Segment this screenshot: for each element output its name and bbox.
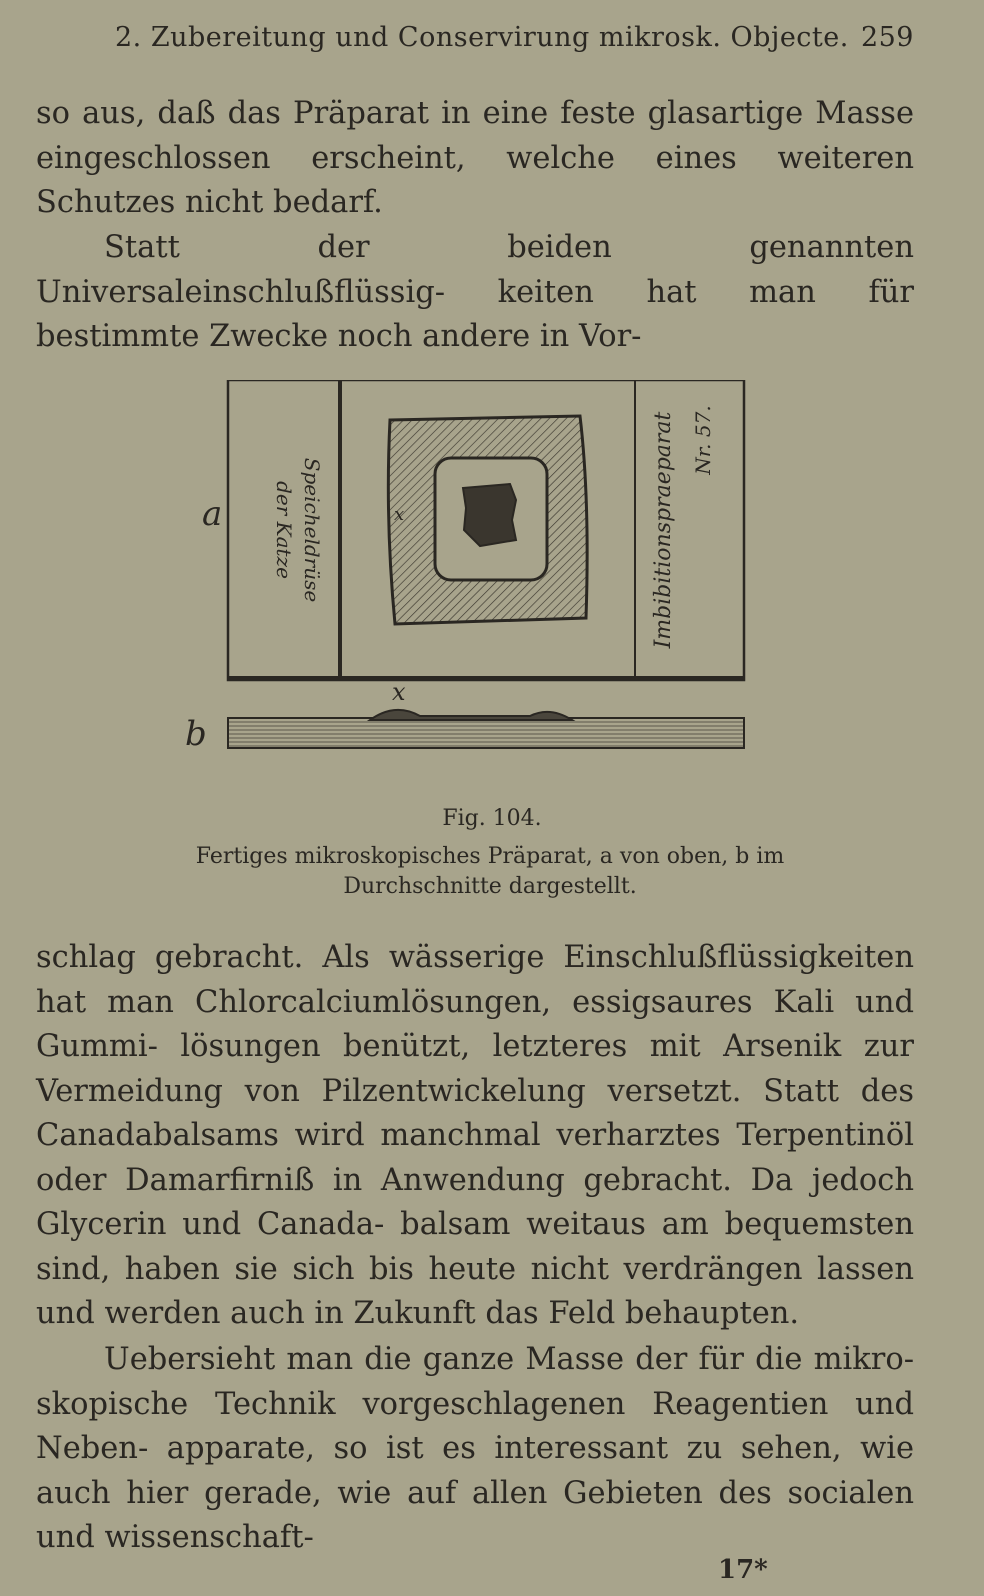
left-label-line1: Speicheldrüse <box>300 457 324 603</box>
signature-mark: 17* <box>718 1555 768 1585</box>
paragraph-3-text: schlag gebracht. Als wässerige Einschlußflüssigkeiten hat man Chlorcalciumlösungen, essigsaures Kali und Gummi- lösungen benützt, letzteres mit Arsenik zur Vermeidung von Pilzentwickelung versetzt. Statt des Canadabalsams wird manchmal verharztes Terpentinöl oder Damarfirniß in Anwendung gebracht. Da jedoch Glycerin und Canada- balsam weitaus am bequemsten sind, haben sie sich bis heute nicht verdrängen lassen und werden auch in Zukunft das Feld behaupten. <box>36 940 914 1331</box>
figure-label-x-top: x <box>392 678 406 706</box>
figure-title: Fig. 104. <box>442 806 542 831</box>
header-title: 2. Zubereitung und Conservirung mikrosk. Objecte. <box>115 22 849 53</box>
slide-illustration <box>180 380 800 800</box>
paragraph-1-text: so aus, daß das Präparat in eine feste glasartige Masse eingeschlossen erscheint, welche eines weiteren Schutzes nicht bedarf. <box>36 96 914 220</box>
paragraph-4-text: Uebersieht man die ganze Masse der für die mikro- skopische Technik vorgeschlagenen Reagentien und Neben- apparate, so ist es interessant zu sehen, wie auch hier gerade, wie auf allen Gebieten des socialen und wissenschaft- <box>36 1342 914 1555</box>
figure-caption: Fertiges mikroskopisches Präparat, a von oben, b im Durchschnitte dargestellt. <box>195 844 785 899</box>
right-label-line1: Imbibitionspraeparat <box>651 411 676 649</box>
figure-label-b: b <box>185 714 207 754</box>
paragraph-2 <box>36 226 914 360</box>
page-number: 259 <box>860 22 914 53</box>
paragraph-1 <box>36 92 914 226</box>
figure-label-x-side: x <box>394 504 405 525</box>
paragraph-3 <box>36 936 914 1337</box>
slide-section <box>228 718 744 748</box>
paragraph-2-text: Statt der beiden genannten Universaleinschlußflüssig- keiten hat man für bestimmte Zwecke noch andere in Vor- <box>36 230 914 354</box>
specimen <box>463 484 516 546</box>
right-label-line2: Nr. 57. <box>691 405 715 475</box>
paragraph-4 <box>36 1338 914 1561</box>
figure-104 <box>180 380 800 800</box>
left-label-line2: der Katze <box>272 481 296 579</box>
cover-glass-section <box>370 710 572 720</box>
running-header <box>115 22 914 53</box>
figure-label-a: a <box>202 494 223 534</box>
